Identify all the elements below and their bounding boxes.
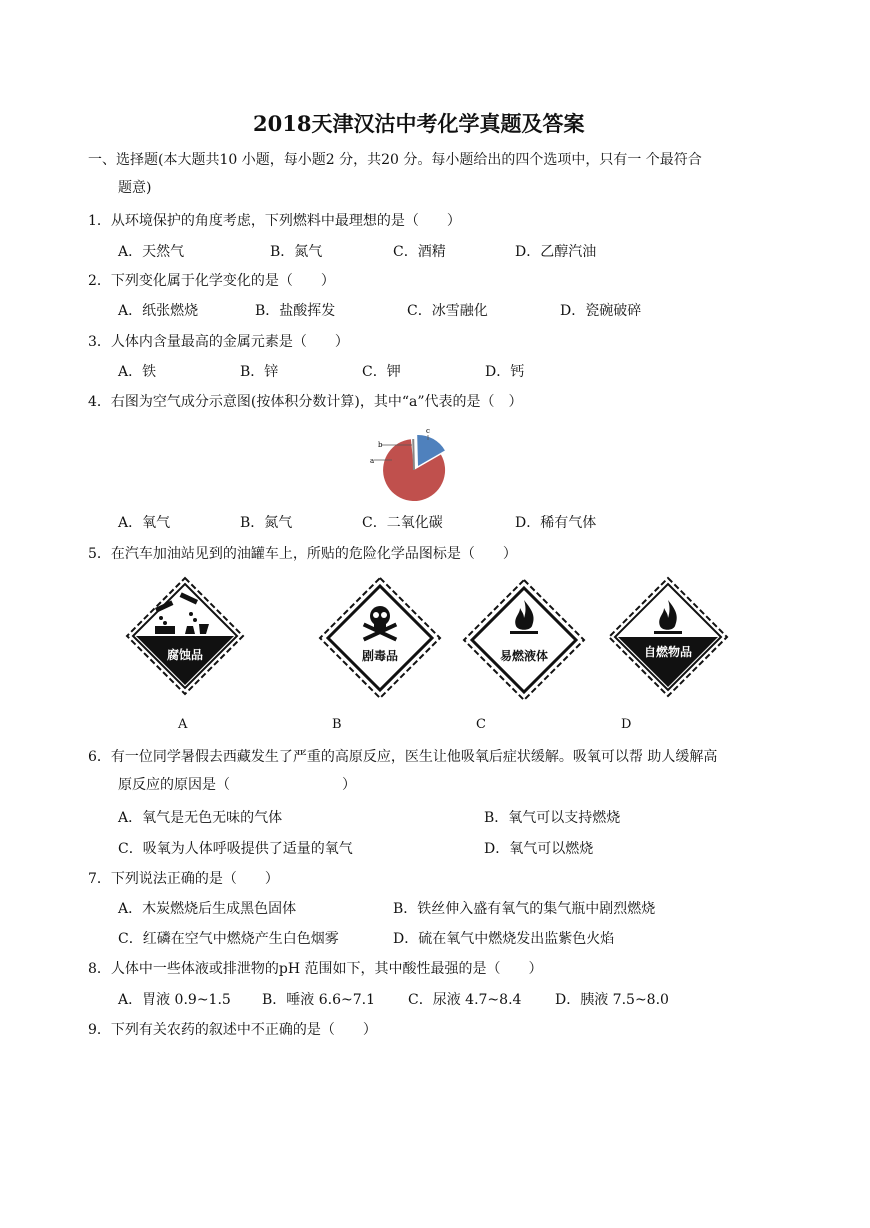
q6-option-c: C．吸氧为人体呼吸提供了适量的氧气 [118,841,353,857]
sign-label-a: A [178,717,188,732]
sign-c-text: 易燃液体 [499,649,549,663]
pie-label-c: c [426,427,430,435]
question-9-stem: 9．下列有关农药的叙述中不正确的是（ ） [88,1022,377,1038]
q8-option-a: A．胃液 0.9~1.5 [118,992,231,1008]
q2-option-d: D．瓷碗破碎 [560,303,642,319]
flammable-liquid-sign [462,578,586,702]
q6-option-d: D．氧气可以燃烧 [484,841,594,857]
q3-option-b: B．锌 [240,364,279,380]
q7-option-c: C．红磷在空气中燃烧产生白色烟雾 [118,931,339,947]
sign-label-b: B [332,717,342,732]
question-4-stem: 4．右图为空气成分示意图(按体积分数计算)，其中“a”代表的是（ ） [88,394,523,410]
sign-a-text: 腐蚀品 [166,648,204,662]
pie-label-b: b [378,441,383,449]
q8-option-c: C．尿液 4.7~8.4 [408,992,522,1008]
page-title: 2018天津汉沽中考化学真题及答案 [253,111,585,136]
q7-option-a: A．木炭燃烧后生成黑色固体 [118,901,297,917]
section-heading: 一、选择题(本大题共10 小题，每小题2 分，共20 分。每小题给出的四个选项中，只有一 个最符合 [88,152,702,168]
q2-option-a: A．纸张燃烧 [118,303,199,319]
q4-option-b: B．氮气 [240,515,293,531]
question-2-stem: 2．下列变化属于化学变化的是（ ） [88,273,335,289]
q3-option-a: A．铁 [118,364,157,380]
q1-option-c: C．酒精 [393,244,446,260]
q2-option-b: B．盐酸挥发 [255,303,336,319]
q6-option-b: B．氧气可以支持燃烧 [484,810,621,826]
q4-option-a: A．氧气 [118,515,171,531]
question-3-stem: 3．人体内含量最高的金属元素是（ ） [88,334,349,350]
question-5-stem: 5．在汽车加油站见到的油罐车上，所贴的危险化学品图标是（ ） [88,546,517,562]
q1-option-b: B．氮气 [270,244,323,260]
question-6-stem: 6．有一位同学暑假去西藏发生了严重的高原反应，医生让他吸氧后症状缓解。吸氧可以帮 助人缓解高 [88,749,718,765]
pie-label-a: a [370,457,375,465]
q3-option-c: C．钾 [362,364,401,380]
section-heading-cont: 题意) [118,180,152,196]
sign-d-text: 自燃物品 [643,645,693,659]
question-6-stem-cont: 原反应的原因是（ ） [118,777,356,793]
q1-option-d: D．乙醇汽油 [515,244,597,260]
spontaneous-combustion-sign [607,576,729,698]
q3-option-d: D．钙 [485,364,525,380]
q7-option-b: B．铁丝伸入盛有氧气的集气瓶中剧烈燃烧 [393,901,656,917]
pie-slice-b [413,439,414,470]
sign-label-c: C [476,717,486,732]
toxic-hazard-sign [318,576,442,700]
question-7-stem: 7．下列说法正确的是（ ） [88,871,279,887]
q8-option-b: B．唾液 6.6~7.1 [262,992,375,1008]
q4-option-d: D．稀有气体 [515,515,597,531]
sign-label-d: D [621,717,632,732]
question-8-stem: 8．人体中一些体液或排泄物的pH 范围如下，其中酸性最强的是（ ） [88,961,543,977]
air-composition-pie [362,420,452,510]
q1-option-a: A．天然气 [118,244,185,260]
q6-option-a: A．氧气是无色无味的气体 [118,810,283,826]
sign-b-text: 剧毒品 [361,649,399,663]
corrosive-hazard-sign [125,576,245,696]
q7-option-d: D．硫在氧气中燃烧发出监紫色火焰 [393,931,615,947]
question-1-stem: 1．从环境保护的角度考虑，下列燃料中最理想的是（ ） [88,213,461,229]
q2-option-c: C．冰雪融化 [407,303,488,319]
q8-option-d: D．胰液 7.5~8.0 [555,992,669,1008]
q4-option-c: C．二氧化碳 [362,515,443,531]
